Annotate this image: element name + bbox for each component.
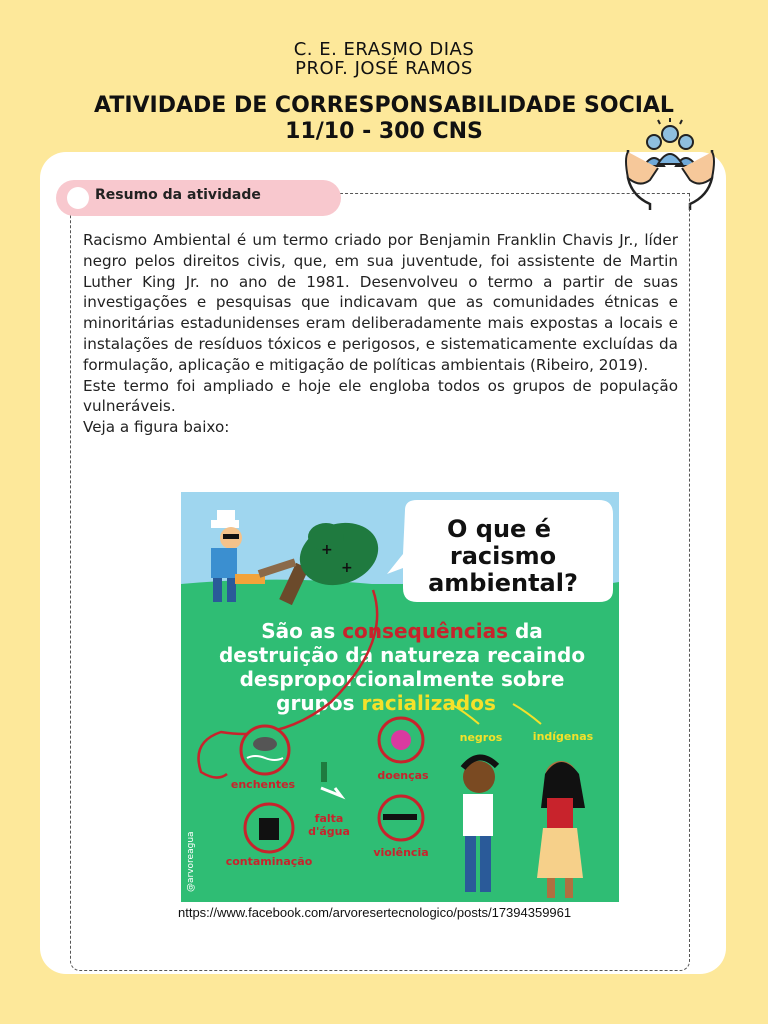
disease-icon: [379, 718, 423, 762]
title-line-1: ATIVIDADE DE CORRESPONSABILIDADE SOCIAL: [94, 93, 674, 118]
item-doencas: doenças: [377, 769, 429, 782]
item-enchentes: enchentes: [230, 778, 296, 791]
section-label: Resumo da atividade: [95, 187, 261, 203]
watermark: @arvoreagua: [186, 831, 196, 892]
main-line-4: grupos racializados: [276, 691, 496, 715]
item-violencia: violência: [373, 846, 429, 859]
label-indigenas: indígenas: [532, 730, 594, 743]
summary-text: [83, 230, 678, 438]
bubble-line-3: ambiental?: [428, 569, 578, 597]
racismo-ambiental-figure: [181, 492, 619, 902]
school-header: [0, 40, 768, 78]
main-line-2: destruição da natureza recaindo: [218, 643, 586, 667]
flood-icon: [241, 726, 289, 774]
paragraph-3: Veja a figura baixo:: [83, 418, 230, 437]
paragraph-1: Racismo Ambiental é um termo criado por Benjamin Franklin Chavis Jr., líder negro pelos direitos civis, que, em sua juventude, foi assistente de Martin Luther King Jr. no ano de 1981. Desenvolveu o termo a partir de suas investigações e pesquisas que indicavam que as comunidades étnicas e minoritárias estadunidenses eram deliberadamente mais expostas a locais e instalações de resíduos tóxicos e perigosos, e sistematicamente excluídas da formulação, aplicação e mitigação de políticas ambientais (Ribeiro, 2019).: [83, 231, 678, 374]
contamination-icon: [245, 804, 293, 852]
teacher-name: PROF. JOSÉ RAMOS: [295, 58, 473, 79]
item-falta-1: falta: [314, 812, 344, 825]
paragraph-2: Este termo foi ampliado e hoje ele engloba todos os grupos de população vulneráveis.: [83, 376, 678, 416]
item-falta-2: d'água: [308, 825, 350, 838]
title-line-2: 11/10 - 300 CNS: [285, 119, 483, 144]
pill-dot: [67, 187, 89, 209]
bubble-line-1: O que é: [447, 515, 551, 543]
main-line-1: São as consequências da: [261, 619, 543, 643]
bubble-line-2: racismo: [449, 542, 557, 570]
svg-text:+: +: [341, 560, 353, 576]
source-link[interactable]: nttps://www.facebook.com/arvoresertecnologico/posts/17394359961: [178, 905, 572, 920]
label-negros: negros: [459, 731, 503, 744]
svg-text:+: +: [321, 542, 333, 558]
item-contaminacao: contaminação: [225, 855, 313, 868]
main-line-3: desproporcionalmente sobre: [239, 667, 565, 691]
violence-icon: [379, 796, 423, 840]
school-name: C. E. ERASMO DIAS: [293, 39, 475, 60]
